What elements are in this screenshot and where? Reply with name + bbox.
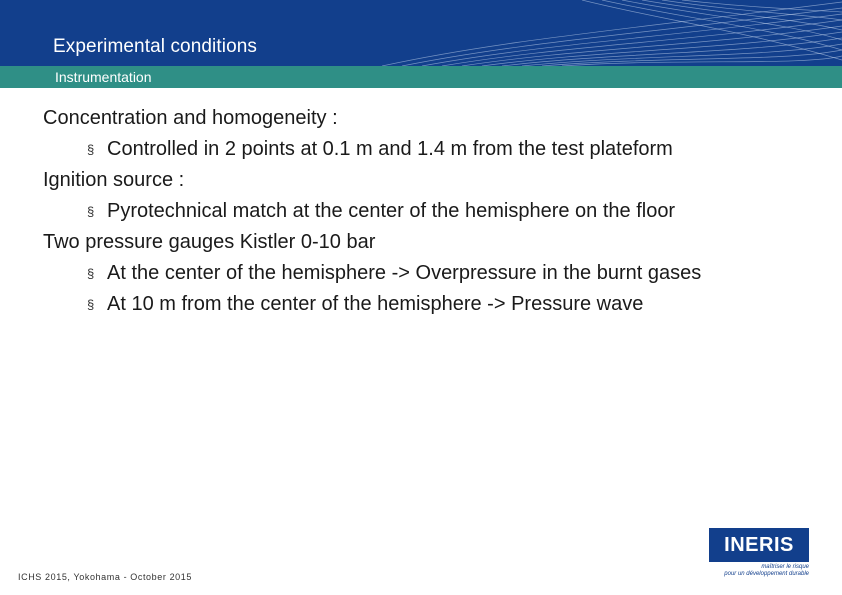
bullet-marker-icon: § bbox=[87, 297, 95, 312]
sub-bullet-text: Pyrotechnical match at the center of the hemisphere on the floor bbox=[107, 200, 676, 222]
bullet-marker-icon: § bbox=[87, 142, 95, 157]
logo-tagline-line: maîtriser le risque bbox=[761, 564, 809, 570]
logo-tagline-line: pour un développement durable bbox=[724, 571, 809, 577]
sub-bullet-item bbox=[87, 291, 803, 318]
decorative-waves-graphic bbox=[382, 0, 842, 66]
bullet-item: Two pressure gauges Kistler 0-10 bar bbox=[43, 231, 376, 253]
slide-subtitle: Instrumentation bbox=[55, 69, 152, 85]
sub-bullet-item bbox=[87, 260, 803, 287]
slide-title: Experimental conditions bbox=[53, 36, 258, 57]
sub-bullet-text: At 10 m from the center of the hemisphere -> Pressure wave bbox=[107, 293, 644, 315]
bullet-item: Ignition source : bbox=[43, 169, 185, 191]
bullet-item: Concentration and homogeneity : bbox=[43, 107, 338, 129]
sub-bullet-item bbox=[87, 136, 803, 163]
subtitle-bar bbox=[0, 66, 842, 88]
bullet-marker-icon: § bbox=[87, 204, 95, 219]
bullet-marker-icon: § bbox=[87, 266, 95, 281]
ineris-logo bbox=[709, 528, 809, 580]
logo-tagline bbox=[709, 564, 809, 578]
sub-bullet-item bbox=[87, 198, 803, 225]
sub-bullet-text: Controlled in 2 points at 0.1 m and 1.4 m from the test plateform bbox=[107, 138, 673, 160]
logo-wordmark: INERIS bbox=[709, 528, 809, 562]
slide-content bbox=[43, 105, 803, 322]
header-bar bbox=[0, 0, 842, 66]
sub-bullet-text: At the center of the hemisphere -> Overpressure in the burnt gases bbox=[107, 262, 702, 284]
footer-conference-text: ICHS 2015, Yokohama - October 2015 bbox=[18, 572, 192, 582]
